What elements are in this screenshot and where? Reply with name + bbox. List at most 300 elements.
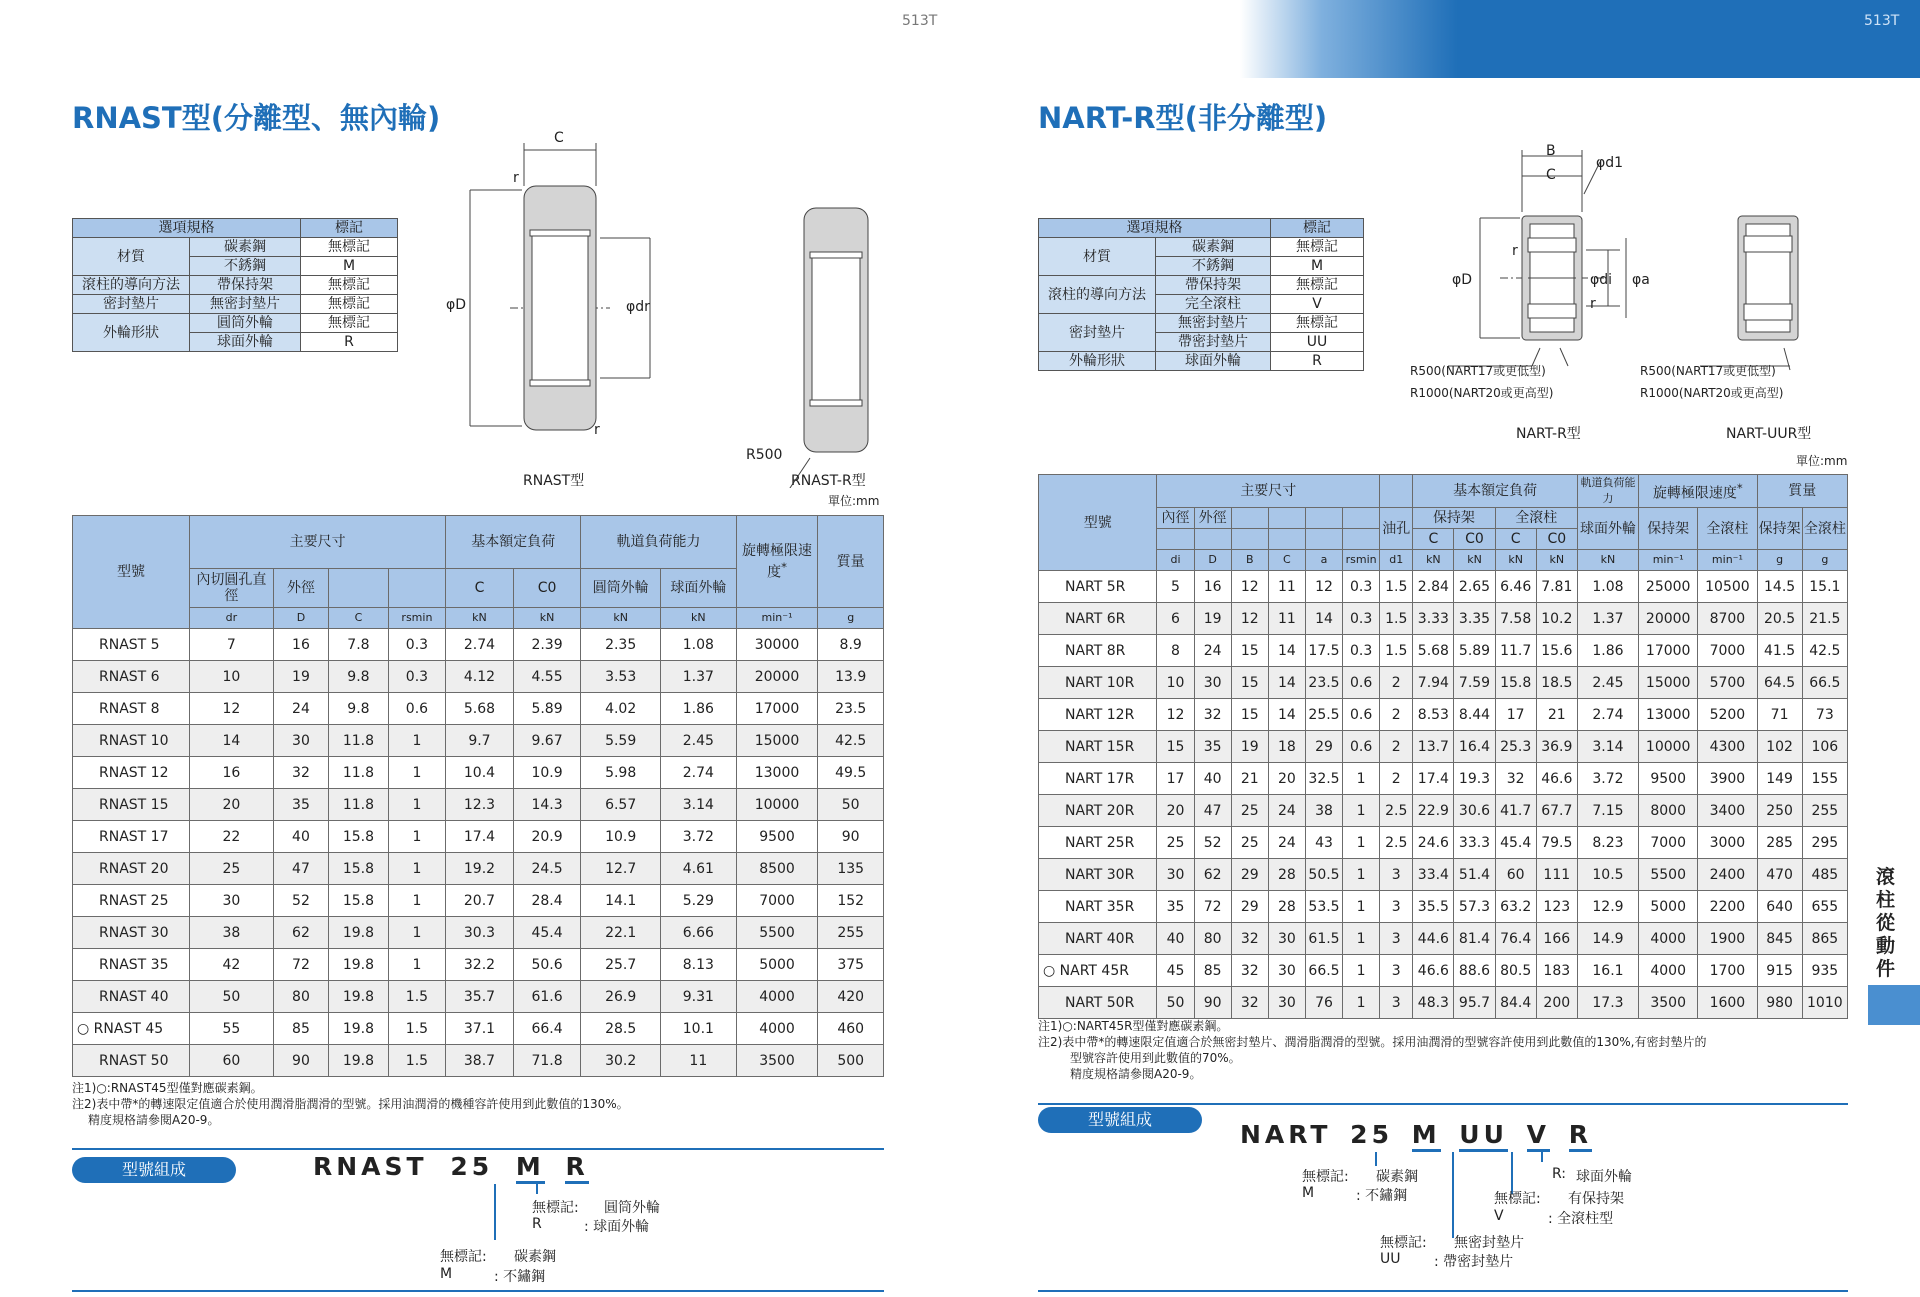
table-row [1039,955,1848,987]
cell-model: NART 50R [1039,987,1157,1019]
cell-value: 7000 [736,885,818,917]
legend-v-none: 無標記: [1494,1191,1541,1207]
cell-value: 50.5 [1305,859,1342,891]
cell-model: NART 35R [1039,891,1157,923]
cell-value: 19.8 [329,1045,389,1077]
th-c0: C0 [1454,529,1495,550]
r1000-label-2: R1000(NART20或更高型) [1640,386,1784,400]
cell-value: 81.4 [1454,923,1495,955]
cell-value: 28.5 [581,1013,661,1045]
cell-value: 38.7 [446,1045,514,1077]
th-outer-dia: 外徑 [273,569,328,608]
cell-value: 44.6 [1413,923,1454,955]
cell-value: 9.67 [513,725,581,757]
cell-value: 2 [1380,699,1413,731]
table-row [73,661,884,693]
th-full3: 全滾柱 [1802,508,1847,550]
cell-value: 23.5 [818,693,884,725]
u-di: di [1157,550,1194,571]
header-band [1240,0,1920,78]
cell-value: 35.5 [1413,891,1454,923]
cell-value: 76 [1305,987,1342,1019]
cell-value: 0.3 [1343,571,1380,603]
cell-value: 5500 [736,917,818,949]
cell-value: 15.8 [329,821,389,853]
cell-value: 32 [1231,923,1268,955]
cell-value: 18 [1268,731,1305,763]
cell-model: RNAST 5 [73,629,190,661]
cell-value: 1 [1343,763,1380,795]
cell-value: 76.4 [1495,923,1536,955]
cell-value: 32.5 [1305,763,1342,795]
cell-value: 29 [1231,891,1268,923]
cell-value: 5000 [736,949,818,981]
cell-value: 470 [1757,859,1802,891]
u-kN: kN [1495,550,1536,571]
spec-group: 材質 [73,238,190,276]
cell-value: 9500 [736,821,818,853]
cell-value: 11.8 [329,789,389,821]
cell-value: 0.6 [1343,699,1380,731]
th-mass: 質量 [818,516,884,608]
spec-group: 外輪形狀 [73,314,190,352]
cell-value: 1 [1343,987,1380,1019]
cell-value: 10000 [736,789,818,821]
cell-value: 5.89 [513,693,581,725]
cell-value: 85 [1194,955,1231,987]
cell-model: NART 15R [1039,731,1157,763]
th-cage3: 保持架 [1757,508,1802,550]
cell-value: 15.1 [1802,571,1847,603]
cell-value: 11 [1268,571,1305,603]
cell-value: 16 [190,757,274,789]
dim-r-bottom: r [594,422,600,438]
th-basic-load: 基本額定負荷 [1413,475,1578,508]
cell-value: 21.5 [1802,603,1847,635]
cell-value: 32 [1495,763,1536,795]
cell-value: 20.9 [513,821,581,853]
cell-value: 16.1 [1577,955,1638,987]
cell-value: 11 [1268,603,1305,635]
cell-value: 17.3 [1577,987,1638,1019]
cell-value: 7 [190,629,274,661]
cell-value: 12.3 [446,789,514,821]
cell-model: RNAST 8 [73,693,190,725]
cell-value: 4000 [736,981,818,1013]
cell-value: 29 [1231,859,1268,891]
cell-value: 1 [388,917,445,949]
u-kN: kN [513,608,581,629]
table-row [1039,635,1848,667]
cell-value: 12 [1157,699,1194,731]
spec-mark: 無標記 [301,295,398,314]
unit-left: 單位:mm [828,494,880,508]
cell-value: 1 [1343,891,1380,923]
cell-value: 30 [190,885,274,917]
dim-b: B [1546,143,1556,159]
cell-value: 25.3 [1495,731,1536,763]
cell-value: 8000 [1639,795,1698,827]
cell-value: 166 [1536,923,1577,955]
cell-value: 95.7 [1454,987,1495,1019]
cell-value: 8700 [1698,603,1757,635]
cell-value: 66.4 [513,1013,581,1045]
cell-model: NART 8R [1039,635,1157,667]
spec-mark: V [1271,295,1364,314]
legend-m-none: 無標記: [440,1249,487,1265]
cell-value: 935 [1802,955,1847,987]
spec-item: 碳素鋼 [1156,238,1271,257]
cell-value: 10500 [1698,571,1757,603]
r500-label: R500 [746,447,783,463]
spec-mark: R [301,333,398,352]
cell-value: 63.2 [1495,891,1536,923]
cell-value: 14 [1268,635,1305,667]
cell-value: 20 [1268,763,1305,795]
cell-value: 9.8 [329,693,389,725]
cell-value: 41.5 [1757,635,1802,667]
cell-value: 20 [190,789,274,821]
cell-value: 41.7 [1495,795,1536,827]
spec-group: 滾柱的導向方法 [73,276,190,295]
cell-value: 32 [1194,699,1231,731]
spec-group: 材質 [1039,238,1156,276]
cell-value: 3.53 [581,661,661,693]
cell-value: 2.35 [581,629,661,661]
cell-value: 3000 [1698,827,1757,859]
r1000-label: R1000(NART20或更高型) [1410,386,1554,400]
divider [72,1148,884,1150]
cell-value: 1.5 [1380,635,1413,667]
cell-value: 40 [1157,923,1194,955]
spec-mark: 無標記 [1271,238,1364,257]
spec-item: 球面外輪 [1156,352,1271,371]
cell-value: 7.94 [1413,667,1454,699]
cell-value: 6.66 [661,917,737,949]
cell-value: 25.5 [1305,699,1342,731]
cell-value: 55 [190,1013,274,1045]
cell-value: 79.5 [1536,827,1577,859]
cell-value: 1 [1343,859,1380,891]
legend-m-none-v: 碳素鋼 [514,1249,556,1265]
cell-value: 15.8 [329,885,389,917]
cell-value: 80 [1194,923,1231,955]
legend-m-m-v: : 不鏽鋼 [494,1269,546,1285]
cell-value: 3 [1380,955,1413,987]
cell-value: 2.74 [661,757,737,789]
cell-value: 8 [1157,635,1194,667]
cell-value: 15.8 [329,853,389,885]
legend-m-m: M [1302,1185,1315,1201]
cell-value: 72 [273,949,328,981]
cell-value: 36.9 [1536,731,1577,763]
cell-value: 30 [1194,667,1231,699]
cell-value: 102 [1757,731,1802,763]
cell-value: 2.65 [1454,571,1495,603]
cell-model: NART 25R [1039,827,1157,859]
th-inner-dia: 內切圓孔直徑 [190,569,274,608]
legend-v-v: V [1494,1208,1504,1224]
cell-value: 84.4 [1495,987,1536,1019]
cell-value: 60 [1495,859,1536,891]
cell-value: 40 [1194,763,1231,795]
cell-value: 12 [1305,571,1342,603]
cell-value: 37.1 [446,1013,514,1045]
cell-value: 17 [1495,699,1536,731]
th-sph: 球面外輪 [1577,508,1638,550]
cell-value: 24 [1268,795,1305,827]
cell-value: 1700 [1698,955,1757,987]
cell-value: 3.14 [661,789,737,821]
cell-value: 85 [273,1013,328,1045]
cell-value: 46.6 [1413,955,1454,987]
u-g: g [1757,550,1802,571]
cell-model: NART 10R [1039,667,1157,699]
cell-value: 7.15 [1577,795,1638,827]
u-kN: kN [1536,550,1577,571]
cell-value: 9.31 [661,981,737,1013]
u-rpm: min⁻¹ [1639,550,1698,571]
cell-value: 250 [1757,795,1802,827]
spec-item: 球面外輪 [190,333,301,352]
cell-value: 30000 [736,629,818,661]
cell-value: 1 [388,885,445,917]
cell-value: 25 [190,853,274,885]
th-track-load: 軌道負荷能力 [581,516,736,569]
cell-value: 9.8 [329,661,389,693]
cell-value: 32 [1231,955,1268,987]
r500-label-2: R500(NART17或更低型) [1640,364,1776,378]
cell-model: RNAST 6 [73,661,190,693]
cell-value: 21 [1536,699,1577,731]
th-c0: C0 [1536,529,1577,550]
cell-value: 10000 [1639,731,1698,763]
spec-group: 密封墊片 [1039,314,1156,352]
cell-value: 52 [273,885,328,917]
cell-value: 1.5 [1380,571,1413,603]
cell-value: 80 [273,981,328,1013]
th-model: 型號 [73,516,190,629]
caption-nart-uur: NART-UUR型 [1726,426,1812,442]
cell-value: 15.8 [1495,667,1536,699]
cell-value: 15 [1231,667,1268,699]
cell-value: 10 [190,661,274,693]
cell-model: NART 17R [1039,763,1157,795]
caption-rnast: RNAST型 [523,473,585,489]
legend-m-none-v: 碳素鋼 [1376,1169,1418,1185]
cell-value: 40 [273,821,328,853]
cell-value: 123 [1536,891,1577,923]
cell-value: 1.86 [1577,635,1638,667]
cell-model: RNAST 35 [73,949,190,981]
cell-value: 10.2 [1536,603,1577,635]
th-cage: 保持架 [1413,508,1495,529]
cell-value: 5.89 [1454,635,1495,667]
spec-header-mark: 標記 [1271,219,1364,238]
cell-value: 17 [1157,763,1194,795]
cell-value: 420 [818,981,884,1013]
cell-value: 1 [388,757,445,789]
cell-value: 12.7 [581,853,661,885]
table-row [1039,859,1848,891]
left-title: RNAST型(分離型、無內輪) [72,101,441,135]
cell-value: 3 [1380,859,1413,891]
cell-value: 22.9 [1413,795,1454,827]
divider [1038,1290,1848,1292]
cell-value: 1.5 [1380,603,1413,635]
cell-value: 32.2 [446,949,514,981]
legend-u-none: 無標記: [1380,1235,1427,1251]
cell-value: 915 [1757,955,1802,987]
cell-value: 1900 [1698,923,1757,955]
table-row [1039,923,1848,955]
cell-model: NART 40R [1039,923,1157,955]
cell-value: 3.35 [1454,603,1495,635]
cell-value: 20.5 [1757,603,1802,635]
cell-value: 30 [1268,955,1305,987]
table-row [73,1013,884,1045]
spec-item: 帶密封墊片 [1156,333,1271,352]
cell-value: 19 [1231,731,1268,763]
cell-value: 88.6 [1454,955,1495,987]
cell-value: 1.5 [388,1013,445,1045]
cell-value: 66.5 [1802,667,1847,699]
cell-value: 80.5 [1495,955,1536,987]
cell-value: 24 [1194,635,1231,667]
th-outer: 外徑 [1194,508,1231,529]
cell-value: 73 [1802,699,1847,731]
table-row [1039,987,1848,1019]
note: 注2)表中帶*的轉速限定值適合於使用潤滑脂潤滑的型號。採用油潤滑的機種容許使用到此數值的130%。 [72,1097,629,1111]
cell-value: 5.98 [581,757,661,789]
cell-value: 24.6 [1413,827,1454,859]
cell-model: RNAST 20 [73,853,190,885]
cell-value: 460 [818,1013,884,1045]
table-row [73,757,884,789]
cell-model: NART 5R [1039,571,1157,603]
cell-value: 10.9 [581,821,661,853]
cell-model: NART 12R [1039,699,1157,731]
table-row [1039,699,1848,731]
cell-value: 865 [1802,923,1847,955]
cell-value: 3 [1380,923,1413,955]
cell-value: 8500 [736,853,818,885]
cell-value: 30.2 [581,1045,661,1077]
cell-value: 1.37 [1577,603,1638,635]
table-row [73,725,884,757]
cell-value: 18.5 [1536,667,1577,699]
cell-value: 19.8 [329,917,389,949]
u-kN: kN [1577,550,1638,571]
dim-d: φD [446,297,467,313]
cell-value: 22 [190,821,274,853]
divider [72,1290,884,1292]
cell-value: 845 [1757,923,1802,955]
legend-u-uu-v: : 帶密封墊片 [1434,1254,1514,1270]
cell-value: 19.3 [1454,763,1495,795]
cell-value: 0.3 [1343,635,1380,667]
u-a: a [1305,550,1342,571]
note: 注1)○:RNAST45型僅對應碳素鋼。 [72,1081,263,1095]
cell-value: 11.8 [329,725,389,757]
cell-value: 2 [1380,731,1413,763]
cell-value: 4000 [736,1013,818,1045]
dim-dr: φdr [626,299,650,315]
cell-value: 16.4 [1454,731,1495,763]
divider [1038,1103,1848,1105]
cell-value: 1.5 [388,981,445,1013]
cell-value: 6 [1157,603,1194,635]
cell-model: RNAST 15 [73,789,190,821]
cell-value: 2.5 [1380,795,1413,827]
left-notes [72,1080,872,1128]
cell-value: 20.7 [446,885,514,917]
cell-value: 47 [273,853,328,885]
cell-value: 11.7 [1495,635,1536,667]
cell-value: 9.7 [446,725,514,757]
cell-value: 12 [1231,603,1268,635]
side-tab [1868,985,1920,1025]
dim-d1: φd1 [1596,155,1624,171]
cell-value: 5000 [1639,891,1698,923]
cell-value: 6.46 [1495,571,1536,603]
cell-value: 45.4 [513,917,581,949]
cell-value: 1 [1343,827,1380,859]
cell-value: 19.8 [329,1013,389,1045]
th-c: C [446,569,514,608]
unit-right: 單位:mm [1796,454,1848,468]
cell-value: 0.6 [1343,731,1380,763]
cell-value: 4.02 [581,693,661,725]
table-row [1039,795,1848,827]
cell-value: 11.8 [329,757,389,789]
cell-value: 25 [1231,795,1268,827]
cell-value: 30 [1268,923,1305,955]
table-row [1039,763,1848,795]
th-speed: 旋轉極限速度* [736,516,818,608]
cell-value: 32 [1231,987,1268,1019]
dim-d: φD [1452,272,1473,288]
cell-value: 28 [1268,891,1305,923]
cell-value: 19.2 [446,853,514,885]
cell-value: 2200 [1698,891,1757,923]
u-r: rsmin [388,608,445,629]
cell-value: 14.1 [581,885,661,917]
cell-value: 4000 [1639,955,1698,987]
spec-item: 不銹鋼 [1156,257,1271,276]
spec-item: 帶保持架 [1156,276,1271,295]
cell-value: 29 [1305,731,1342,763]
note: 注2)表中帶*的轉速限定值適合於無密封墊片、潤滑脂潤滑的型號。採用油潤滑的型號容許使用到此數值的130%,有密封墊片的 [1038,1035,1707,1049]
table-row [1039,571,1848,603]
cell-value: 2.39 [513,629,581,661]
legend-r-none-v: 圓筒外輪 [604,1200,660,1216]
cell-value: 90 [818,821,884,853]
cell-model: RNAST 30 [73,917,190,949]
table-row [73,949,884,981]
cell-value: 15 [1231,699,1268,731]
code-label-right: 型號組成 [1038,1107,1202,1133]
spec-mark: 無標記 [301,314,398,333]
spec-mark: 無標記 [1271,276,1364,295]
cell-value: 61.6 [513,981,581,1013]
cell-value: 14 [1305,603,1342,635]
cell-value: 25 [1157,827,1194,859]
cell-value: 0.6 [1343,667,1380,699]
spec-header-option: 選項規格 [73,219,301,238]
cell-value: 5500 [1639,859,1698,891]
cell-value: 5.59 [581,725,661,757]
